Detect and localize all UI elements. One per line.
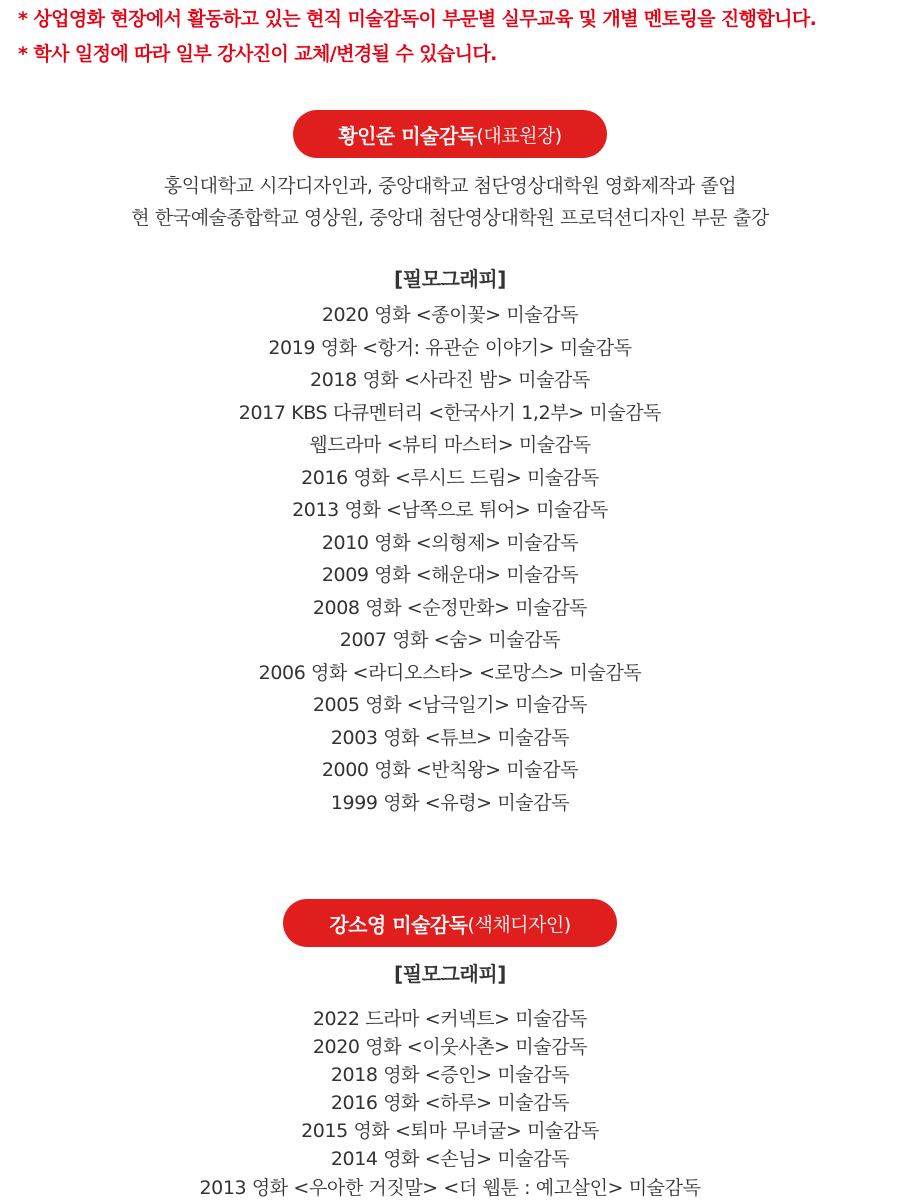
filmography-item: 2013 영화 <남쪽으로 튀어> 미술감독: [292, 499, 608, 521]
filmography-item: 웹드라마 <뷰티 마스터> 미술감독: [309, 434, 591, 456]
instructor-role: (대표원장): [476, 124, 562, 147]
instructor-name-badge: [283, 899, 617, 947]
instructor-name: 강소영 미술감독: [329, 912, 468, 937]
filmography-item: 2016 영화 <루시드 드림> 미술감독: [301, 466, 599, 489]
filmography-item: 2014 영화 <손님> 미술감독: [330, 1148, 570, 1171]
filmography-item: 2016 영화 <하루> 미술감독: [330, 1092, 570, 1115]
notice-schedule-change: * 학사 일정에 따라 일부 강사진이 교체/변경될 수 있습니다.: [18, 43, 497, 65]
filmography-item: 2008 영화 <순정만화> 미술감독: [312, 596, 588, 619]
instructor-bio-education: 홍익대학교 시각디자인과, 중앙대학교 첨단영상대학원 영화제작과 졸업: [163, 175, 737, 197]
filmography-item: 2018 영화 <증인> 미술감독: [330, 1064, 570, 1087]
filmography-list: [0, 299, 900, 819]
instructor-bio-current: 현 한국예술종합학교 영상원, 중앙대 첨단영상대학원 프로덕션디자인 부문 출강: [131, 207, 769, 229]
instructor-name-badge: [293, 110, 607, 158]
filmography-item: 2013 영화 <우아한 거짓말> <더 웹툰 : 예고살인> 미술감독: [199, 1176, 701, 1199]
instructor-name: 황인준 미술감독: [338, 123, 477, 148]
filmography-item: 2018 영화 <사라진 밤> 미술감독: [310, 369, 590, 391]
filmography-list: [0, 1005, 900, 1200]
filmography-item: 2007 영화 <숨> 미술감독: [339, 629, 561, 651]
filmography-item: 2005 영화 <남극일기> 미술감독: [312, 694, 588, 716]
instructor-role: (색채디자인): [467, 913, 571, 936]
filmography-heading: [필모그래피]: [393, 962, 507, 986]
notice-mentoring: * 상업영화 현장에서 활동하고 있는 현직 미술감독이 부문별 실무교육 및 개별 멘토링을 진행합니다.: [18, 8, 817, 30]
filmography-item: 2000 영화 <반칙왕> 미술감독: [321, 759, 579, 781]
filmography-item: 2020 영화 <종이꽃> 미술감독: [321, 304, 579, 326]
filmography-item: 2009 영화 <해운대> 미술감독: [321, 564, 579, 586]
filmography-item: 2003 영화 <튜브> 미술감독: [330, 726, 570, 749]
filmography-item: 2019 영화 <항거: 유관순 이야기> 미술감독: [268, 336, 632, 359]
filmography-item: 2022 드라마 <커넥트> 미술감독: [312, 1008, 588, 1030]
filmography-item: 1999 영화 <유령> 미술감독: [330, 791, 570, 814]
filmography-item: 2006 영화 <라디오스타> <로망스> 미술감독: [258, 661, 642, 684]
filmography-item: 2017 KBS 다큐멘터리 <한국사기 1,2부> 미술감독: [238, 401, 662, 424]
filmography-item: 2010 영화 <의형제> 미술감독: [321, 531, 579, 554]
filmography-item: 2020 영화 <이웃사촌> 미술감독: [312, 1036, 588, 1059]
filmography-item: 2015 영화 <퇴마 무녀굴> 미술감독: [301, 1120, 599, 1143]
filmography-heading: [필모그래피]: [393, 267, 507, 291]
